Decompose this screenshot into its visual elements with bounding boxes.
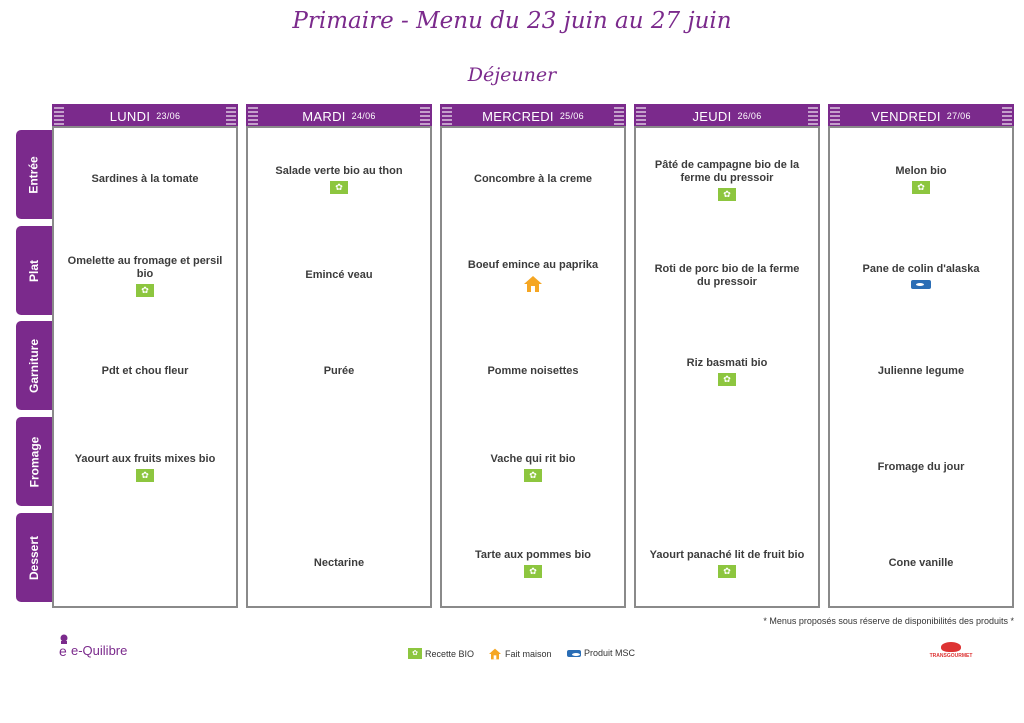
row-label-plat: Plat xyxy=(16,226,52,315)
menu-cell-fromage xyxy=(636,420,818,515)
menu-cell-plat xyxy=(442,228,624,323)
dish-name: Vache qui rit bio xyxy=(490,453,576,465)
dish-name: Nectarine xyxy=(313,557,365,569)
leaf-bio-icon: ✿ xyxy=(136,284,154,297)
menu-cell-entre xyxy=(636,132,818,227)
menu-cell-garniture xyxy=(636,324,818,419)
page-title: Primaire - Menu du 23 juin au 27 juin xyxy=(292,8,732,34)
day-header-mardi: MARDI 24/06 xyxy=(246,104,432,128)
dish-name: Melon bio xyxy=(895,165,947,177)
leaf-bio-icon: ✿ xyxy=(718,188,736,201)
dish-name: Yaourt panaché lit de fruit bio xyxy=(649,549,805,561)
fish-msc-icon xyxy=(567,650,581,657)
legend-bio: ✿ Recette BIO xyxy=(408,648,474,659)
dish-name: Salade verte bio au thon xyxy=(275,165,403,177)
svg-text:e: e xyxy=(59,643,67,658)
dish-name: Pdt et chou fleur xyxy=(101,365,189,377)
dish-name: Tarte aux pommes bio xyxy=(475,549,591,561)
dish-name: Riz basmati bio xyxy=(686,357,768,369)
row-label-fromage: Fromage xyxy=(16,417,52,506)
dish-name: Pane de colin d'alaska xyxy=(862,262,980,275)
availability-footnote: * Menus proposés sous réserve de disponibilités des produits * xyxy=(763,616,1014,626)
dish-name: Emincé veau xyxy=(305,269,373,281)
leaf-bio-icon: ✿ xyxy=(136,469,154,482)
menu-cell-dessert xyxy=(248,516,430,611)
menu-cell-garniture xyxy=(54,324,236,419)
legend-msc: Produit MSC xyxy=(567,648,635,658)
transgourmet-mark-icon xyxy=(941,642,961,652)
house-icon xyxy=(523,275,543,293)
leaf-bio-icon: ✿ xyxy=(718,565,736,578)
house-icon xyxy=(488,648,502,660)
dish-name: Omelette au fromage et persil bio xyxy=(67,254,223,280)
row-label-entree: Entrée xyxy=(16,130,52,219)
leaf-bio-icon: ✿ xyxy=(524,469,542,482)
row-label-dessert: Dessert xyxy=(16,513,52,602)
dish-name: Julienne legume xyxy=(877,365,965,377)
dish-name: Concombre à la creme xyxy=(474,173,592,185)
day-column-mardi xyxy=(246,126,432,608)
dish-name: Boeuf emince au paprika xyxy=(467,258,599,271)
day-header-mercredi: MERCREDI 25/06 xyxy=(440,104,626,128)
chef-hat-icon xyxy=(58,634,70,658)
day-header-jeudi: JEUDI 26/06 xyxy=(634,104,820,128)
day-column-lundi xyxy=(52,126,238,608)
menu-cell-plat xyxy=(248,228,430,323)
dish-name: Yaourt aux fruits mixes bio xyxy=(74,453,216,465)
menu-cell-fromage xyxy=(248,420,430,515)
menu-cell-fromage xyxy=(442,420,624,515)
leaf-bio-icon: ✿ xyxy=(524,565,542,578)
row-label-garniture: Garniture xyxy=(16,321,52,410)
menu-cell-plat xyxy=(54,228,236,323)
leaf-bio-icon: ✿ xyxy=(718,373,736,386)
leaf-bio-icon: ✿ xyxy=(330,181,348,194)
menu-cell-dessert xyxy=(54,516,236,611)
dish-name: Roti de porc bio de la ferme du pressoir xyxy=(654,262,800,288)
dish-name: Fromage du jour xyxy=(877,461,965,473)
dish-name: Pâté de campagne bio de la ferme du pressoir xyxy=(654,158,800,184)
menu-cell-garniture xyxy=(830,324,1012,419)
menu-cell-entre xyxy=(442,132,624,227)
menu-cell-plat xyxy=(636,228,818,323)
menu-cell-fromage xyxy=(54,420,236,515)
day-column-vendredi xyxy=(828,126,1014,608)
dish-name: Pomme noisettes xyxy=(487,365,579,377)
menu-cell-plat xyxy=(830,228,1012,323)
dish-name: Cone vanille xyxy=(888,557,954,569)
legend-fait-maison: Fait maison xyxy=(488,648,552,660)
transgourmet-logo: TRANSGOURMET xyxy=(926,642,976,659)
meal-subtitle: Déjeuner xyxy=(467,64,557,86)
menu-cell-entre xyxy=(54,132,236,227)
dish-name: Purée xyxy=(323,365,355,377)
menu-cell-entre xyxy=(248,132,430,227)
menu-cell-dessert xyxy=(442,516,624,611)
leaf-bio-icon: ✿ xyxy=(408,648,422,659)
day-column-jeudi xyxy=(634,126,820,608)
leaf-bio-icon: ✿ xyxy=(912,181,930,194)
menu-cell-dessert xyxy=(636,516,818,611)
e-quilibre-logo: e e-Quilibre xyxy=(58,634,127,658)
fish-msc-icon xyxy=(911,280,931,289)
menu-cell-dessert xyxy=(830,516,1012,611)
menu-cell-garniture xyxy=(442,324,624,419)
day-header-vendredi: VENDREDI 27/06 xyxy=(828,104,1014,128)
menu-cell-entre xyxy=(830,132,1012,227)
dish-name: Sardines à la tomate xyxy=(91,173,199,185)
day-header-lundi: LUNDI 23/06 xyxy=(52,104,238,128)
menu-cell-garniture xyxy=(248,324,430,419)
menu-cell-fromage xyxy=(830,420,1012,515)
day-column-mercredi xyxy=(440,126,626,608)
